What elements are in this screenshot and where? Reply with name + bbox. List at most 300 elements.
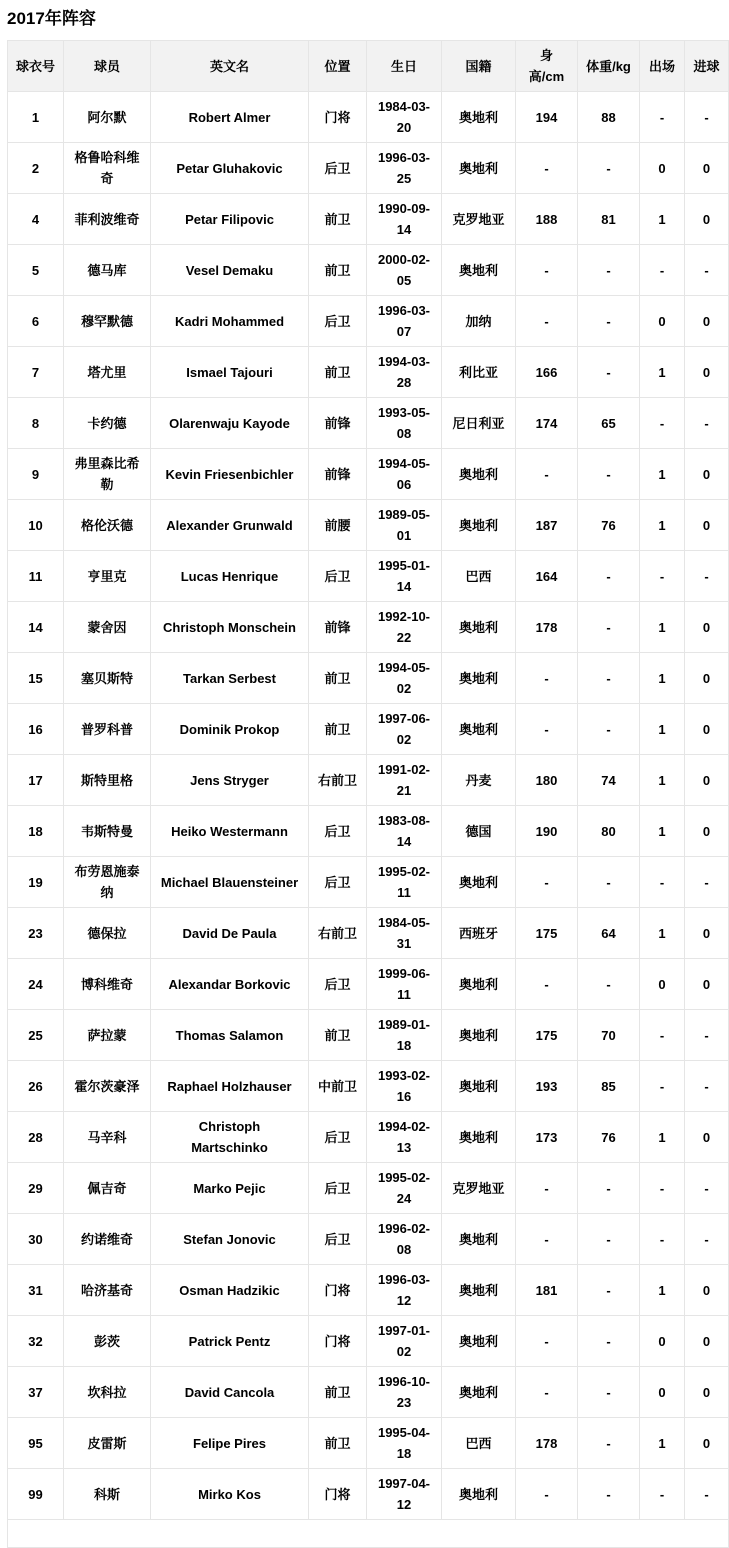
cell-player-name-en: Osman Hadzikic [151, 1265, 309, 1316]
cell-position: 前卫 [309, 704, 367, 755]
cell-appearances: 0 [640, 959, 685, 1010]
cell-appearances: - [640, 245, 685, 296]
cell-weight-kg: - [578, 1367, 640, 1418]
cell-nationality: 克罗地亚 [442, 194, 516, 245]
table-row [8, 347, 729, 398]
cell-jersey-number: 26 [8, 1061, 64, 1112]
cell-appearances: 1 [640, 1265, 685, 1316]
cell-player-name-en: Jens Stryger [151, 755, 309, 806]
empty-row [8, 1520, 729, 1548]
cell-goals: - [685, 245, 729, 296]
cell-height-cm: 164 [516, 551, 578, 602]
cell-goals: 0 [685, 143, 729, 194]
cell-jersey-number: 25 [8, 1010, 64, 1061]
cell-weight-kg: - [578, 704, 640, 755]
cell-player-name-cn: 斯特里格 [64, 755, 151, 806]
cell-player-name-cn: 菲利波维奇 [64, 194, 151, 245]
table-row [8, 194, 729, 245]
column-header-goals: 进球 [685, 41, 729, 92]
cell-appearances: 1 [640, 653, 685, 704]
cell-position: 门将 [309, 1469, 367, 1520]
cell-jersey-number: 15 [8, 653, 64, 704]
cell-position: 前卫 [309, 245, 367, 296]
cell-player-name-en: Lucas Henrique [151, 551, 309, 602]
cell-birthday: 1995-01-14 [367, 551, 442, 602]
cell-player-name-en: Patrick Pentz [151, 1316, 309, 1367]
squad-table [7, 40, 729, 1548]
cell-nationality: 奥地利 [442, 1112, 516, 1163]
cell-goals: 0 [685, 806, 729, 857]
cell-jersey-number: 19 [8, 857, 64, 908]
cell-player-name-en: David De Paula [151, 908, 309, 959]
cell-nationality: 奥地利 [442, 245, 516, 296]
cell-weight-kg: - [578, 245, 640, 296]
cell-player-name-cn: 马辛科 [64, 1112, 151, 1163]
cell-jersey-number: 8 [8, 398, 64, 449]
cell-goals: 0 [685, 602, 729, 653]
cell-weight-kg: - [578, 347, 640, 398]
cell-nationality: 奥地利 [442, 1316, 516, 1367]
cell-birthday: 1983-08-14 [367, 806, 442, 857]
cell-jersey-number: 31 [8, 1265, 64, 1316]
table-row [8, 1010, 729, 1061]
cell-player-name-en: Raphael Holzhauser [151, 1061, 309, 1112]
cell-birthday: 1996-03-25 [367, 143, 442, 194]
cell-birthday: 1997-06-02 [367, 704, 442, 755]
cell-height-cm: - [516, 1214, 578, 1265]
cell-birthday: 1999-06-11 [367, 959, 442, 1010]
cell-position: 前卫 [309, 347, 367, 398]
cell-weight-kg: 70 [578, 1010, 640, 1061]
cell-player-name-cn: 卡约德 [64, 398, 151, 449]
cell-nationality: 奥地利 [442, 959, 516, 1010]
cell-goals: 0 [685, 1316, 729, 1367]
cell-appearances: - [640, 1061, 685, 1112]
cell-nationality: 德国 [442, 806, 516, 857]
cell-player-name-en: Kevin Friesenbichler [151, 449, 309, 500]
cell-player-name-en: Mirko Kos [151, 1469, 309, 1520]
cell-jersey-number: 9 [8, 449, 64, 500]
cell-player-name-en: Alexandar Borkovic [151, 959, 309, 1010]
cell-player-name-en: Felipe Pires [151, 1418, 309, 1469]
cell-player-name-cn: 坎科拉 [64, 1367, 151, 1418]
cell-goals: - [685, 551, 729, 602]
cell-nationality: 尼日利亚 [442, 398, 516, 449]
cell-player-name-cn: 德马库 [64, 245, 151, 296]
table-row [8, 551, 729, 602]
cell-goals: 0 [685, 1112, 729, 1163]
column-header-nationality: 国籍 [442, 41, 516, 92]
cell-appearances: 1 [640, 500, 685, 551]
cell-appearances: 0 [640, 296, 685, 347]
cell-player-name-en: David Cancola [151, 1367, 309, 1418]
cell-player-name-cn: 约诺维奇 [64, 1214, 151, 1265]
cell-player-name-cn: 布劳恩施泰纳 [64, 857, 151, 908]
cell-birthday: 1994-05-06 [367, 449, 442, 500]
table-row [8, 908, 729, 959]
cell-appearances: 1 [640, 1418, 685, 1469]
cell-appearances: - [640, 1469, 685, 1520]
cell-height-cm: - [516, 296, 578, 347]
cell-nationality: 奥地利 [442, 449, 516, 500]
cell-player-name-cn: 萨拉蒙 [64, 1010, 151, 1061]
cell-jersey-number: 24 [8, 959, 64, 1010]
cell-jersey-number: 11 [8, 551, 64, 602]
cell-nationality: 奥地利 [442, 653, 516, 704]
table-row [8, 500, 729, 551]
cell-height-cm: 194 [516, 92, 578, 143]
cell-position: 前锋 [309, 398, 367, 449]
cell-appearances: 1 [640, 194, 685, 245]
cell-goals: - [685, 398, 729, 449]
cell-jersey-number: 30 [8, 1214, 64, 1265]
cell-weight-kg: - [578, 143, 640, 194]
cell-player-name-en: Ismael Tajouri [151, 347, 309, 398]
cell-weight-kg: - [578, 1469, 640, 1520]
cell-weight-kg: - [578, 449, 640, 500]
cell-birthday: 1996-10-23 [367, 1367, 442, 1418]
cell-birthday: 1994-02-13 [367, 1112, 442, 1163]
cell-birthday: 1984-03-20 [367, 92, 442, 143]
cell-weight-kg: - [578, 1163, 640, 1214]
table-row [8, 1265, 729, 1316]
column-header-height-cm: 身高/cm [516, 41, 578, 92]
cell-birthday: 1989-05-01 [367, 500, 442, 551]
cell-player-name-en: Alexander Grunwald [151, 500, 309, 551]
cell-birthday: 1991-02-21 [367, 755, 442, 806]
cell-jersey-number: 10 [8, 500, 64, 551]
cell-jersey-number: 23 [8, 908, 64, 959]
cell-birthday: 1995-04-18 [367, 1418, 442, 1469]
cell-goals: 0 [685, 653, 729, 704]
cell-player-name-cn: 博科维奇 [64, 959, 151, 1010]
cell-goals: - [685, 92, 729, 143]
cell-position: 前卫 [309, 194, 367, 245]
cell-height-cm: - [516, 653, 578, 704]
cell-player-name-en: Dominik Prokop [151, 704, 309, 755]
cell-goals: 0 [685, 704, 729, 755]
cell-nationality: 奥地利 [442, 857, 516, 908]
cell-player-name-en: Robert Almer [151, 92, 309, 143]
cell-weight-kg: - [578, 1316, 640, 1367]
cell-nationality: 奥地利 [442, 1265, 516, 1316]
cell-weight-kg: - [578, 602, 640, 653]
cell-birthday: 1995-02-11 [367, 857, 442, 908]
column-header-jersey-number: 球衣号 [8, 41, 64, 92]
table-row [8, 296, 729, 347]
cell-position: 前腰 [309, 500, 367, 551]
cell-goals: 0 [685, 908, 729, 959]
cell-birthday: 1995-02-24 [367, 1163, 442, 1214]
cell-jersey-number: 5 [8, 245, 64, 296]
cell-player-name-en: Christoph Martschinko [151, 1112, 309, 1163]
cell-height-cm: - [516, 704, 578, 755]
cell-appearances: 1 [640, 806, 685, 857]
cell-birthday: 1994-05-02 [367, 653, 442, 704]
cell-appearances: 1 [640, 755, 685, 806]
cell-position: 右前卫 [309, 755, 367, 806]
cell-height-cm: 175 [516, 1010, 578, 1061]
cell-height-cm: 174 [516, 398, 578, 449]
table-row [8, 449, 729, 500]
cell-position: 门将 [309, 1316, 367, 1367]
cell-player-name-cn: 蒙舍因 [64, 602, 151, 653]
table-row [8, 1163, 729, 1214]
cell-height-cm: - [516, 1469, 578, 1520]
cell-goals: - [685, 857, 729, 908]
column-header-player-name-en: 英文名 [151, 41, 309, 92]
cell-player-name-cn: 佩吉奇 [64, 1163, 151, 1214]
cell-player-name-en: Michael Blauensteiner [151, 857, 309, 908]
cell-height-cm: - [516, 1316, 578, 1367]
table-row [8, 245, 729, 296]
cell-height-cm: - [516, 449, 578, 500]
cell-position: 前卫 [309, 1418, 367, 1469]
cell-goals: 0 [685, 347, 729, 398]
cell-position: 后卫 [309, 1112, 367, 1163]
cell-appearances: 0 [640, 143, 685, 194]
cell-height-cm: 190 [516, 806, 578, 857]
cell-height-cm: 175 [516, 908, 578, 959]
cell-goals: 0 [685, 194, 729, 245]
cell-weight-kg: - [578, 1214, 640, 1265]
cell-appearances: 1 [640, 449, 685, 500]
cell-player-name-en: Heiko Westermann [151, 806, 309, 857]
cell-player-name-cn: 皮雷斯 [64, 1418, 151, 1469]
cell-birthday: 2000-02-05 [367, 245, 442, 296]
cell-player-name-cn: 格鲁哈科维奇 [64, 143, 151, 194]
cell-jersey-number: 18 [8, 806, 64, 857]
cell-player-name-en: Petar Filipovic [151, 194, 309, 245]
cell-player-name-en: Stefan Jonovic [151, 1214, 309, 1265]
cell-jersey-number: 95 [8, 1418, 64, 1469]
cell-goals: - [685, 1469, 729, 1520]
cell-goals: 0 [685, 1418, 729, 1469]
table-row [8, 1469, 729, 1520]
cell-player-name-cn: 韦斯特曼 [64, 806, 151, 857]
cell-player-name-cn: 塞贝斯特 [64, 653, 151, 704]
cell-birthday: 1996-02-08 [367, 1214, 442, 1265]
cell-height-cm: 173 [516, 1112, 578, 1163]
table-row [8, 704, 729, 755]
cell-birthday: 1992-10-22 [367, 602, 442, 653]
cell-appearances: - [640, 1010, 685, 1061]
cell-jersey-number: 2 [8, 143, 64, 194]
cell-position: 后卫 [309, 1214, 367, 1265]
empty-cell [8, 1520, 729, 1548]
cell-weight-kg: - [578, 551, 640, 602]
cell-jersey-number: 32 [8, 1316, 64, 1367]
cell-height-cm: 181 [516, 1265, 578, 1316]
cell-player-name-en: Tarkan Serbest [151, 653, 309, 704]
cell-player-name-en: Marko Pejic [151, 1163, 309, 1214]
cell-appearances: 1 [640, 704, 685, 755]
cell-birthday: 1990-09-14 [367, 194, 442, 245]
cell-player-name-en: Vesel Demaku [151, 245, 309, 296]
table-row [8, 1418, 729, 1469]
cell-weight-kg: - [578, 959, 640, 1010]
cell-height-cm: - [516, 143, 578, 194]
cell-position: 后卫 [309, 857, 367, 908]
cell-player-name-cn: 亨里克 [64, 551, 151, 602]
cell-position: 前卫 [309, 1367, 367, 1418]
cell-weight-kg: 80 [578, 806, 640, 857]
cell-height-cm: 178 [516, 602, 578, 653]
column-header-weight-kg: 体重/kg [578, 41, 640, 92]
cell-player-name-cn: 霍尔茨豪泽 [64, 1061, 151, 1112]
cell-birthday: 1993-05-08 [367, 398, 442, 449]
cell-position: 后卫 [309, 806, 367, 857]
cell-position: 门将 [309, 1265, 367, 1316]
table-row [8, 857, 729, 908]
cell-birthday: 1996-03-07 [367, 296, 442, 347]
cell-birthday: 1989-01-18 [367, 1010, 442, 1061]
cell-birthday: 1994-03-28 [367, 347, 442, 398]
cell-nationality: 奥地利 [442, 500, 516, 551]
cell-goals: 0 [685, 296, 729, 347]
cell-player-name-en: Kadri Mohammed [151, 296, 309, 347]
cell-weight-kg: - [578, 1418, 640, 1469]
cell-player-name-cn: 德保拉 [64, 908, 151, 959]
cell-jersey-number: 16 [8, 704, 64, 755]
cell-jersey-number: 37 [8, 1367, 64, 1418]
cell-position: 后卫 [309, 296, 367, 347]
cell-appearances: 0 [640, 1367, 685, 1418]
cell-weight-kg: 76 [578, 1112, 640, 1163]
header-row [8, 41, 729, 92]
table-row [8, 1367, 729, 1418]
table-header [8, 41, 729, 92]
cell-nationality: 西班牙 [442, 908, 516, 959]
cell-appearances: - [640, 1163, 685, 1214]
table-row [8, 1112, 729, 1163]
cell-jersey-number: 4 [8, 194, 64, 245]
cell-appearances: - [640, 551, 685, 602]
cell-jersey-number: 6 [8, 296, 64, 347]
cell-player-name-cn: 弗里森比希勒 [64, 449, 151, 500]
cell-height-cm: 193 [516, 1061, 578, 1112]
cell-birthday: 1984-05-31 [367, 908, 442, 959]
cell-player-name-cn: 哈济基奇 [64, 1265, 151, 1316]
cell-height-cm: 187 [516, 500, 578, 551]
cell-position: 门将 [309, 92, 367, 143]
cell-goals: 0 [685, 1367, 729, 1418]
cell-jersey-number: 28 [8, 1112, 64, 1163]
cell-position: 中前卫 [309, 1061, 367, 1112]
cell-appearances: 1 [640, 908, 685, 959]
table-row [8, 1316, 729, 1367]
cell-jersey-number: 99 [8, 1469, 64, 1520]
cell-birthday: 1993-02-16 [367, 1061, 442, 1112]
cell-position: 后卫 [309, 959, 367, 1010]
cell-goals: - [685, 1061, 729, 1112]
cell-appearances: 1 [640, 602, 685, 653]
cell-weight-kg: 81 [578, 194, 640, 245]
cell-jersey-number: 1 [8, 92, 64, 143]
cell-player-name-en: Thomas Salamon [151, 1010, 309, 1061]
cell-appearances: - [640, 857, 685, 908]
cell-weight-kg: - [578, 857, 640, 908]
cell-position: 前卫 [309, 653, 367, 704]
cell-goals: 0 [685, 755, 729, 806]
cell-appearances: - [640, 398, 685, 449]
cell-player-name-en: Petar Gluhakovic [151, 143, 309, 194]
cell-weight-kg: 64 [578, 908, 640, 959]
cell-goals: 0 [685, 500, 729, 551]
table-row [8, 806, 729, 857]
cell-nationality: 巴西 [442, 1418, 516, 1469]
cell-birthday: 1997-04-12 [367, 1469, 442, 1520]
cell-height-cm: 188 [516, 194, 578, 245]
cell-weight-kg: 65 [578, 398, 640, 449]
cell-goals: 0 [685, 449, 729, 500]
cell-nationality: 奥地利 [442, 92, 516, 143]
cell-nationality: 奥地利 [442, 1214, 516, 1265]
table-row [8, 92, 729, 143]
page-title: 2017年阵容 [7, 9, 96, 28]
cell-goals: 0 [685, 959, 729, 1010]
cell-jersey-number: 7 [8, 347, 64, 398]
cell-height-cm: - [516, 1163, 578, 1214]
cell-appearances: 1 [640, 347, 685, 398]
cell-player-name-en: Olarenwaju Kayode [151, 398, 309, 449]
cell-player-name-cn: 普罗科普 [64, 704, 151, 755]
cell-nationality: 奥地利 [442, 1010, 516, 1061]
cell-weight-kg: - [578, 1265, 640, 1316]
cell-player-name-cn: 塔尤里 [64, 347, 151, 398]
table-row [8, 653, 729, 704]
cell-nationality: 奥地利 [442, 1367, 516, 1418]
table-body [8, 92, 729, 1520]
cell-height-cm: 180 [516, 755, 578, 806]
cell-height-cm: 166 [516, 347, 578, 398]
cell-player-name-cn: 科斯 [64, 1469, 151, 1520]
cell-position: 后卫 [309, 143, 367, 194]
cell-height-cm: - [516, 857, 578, 908]
cell-nationality: 奥地利 [442, 1061, 516, 1112]
cell-player-name-cn: 格伦沃德 [64, 500, 151, 551]
cell-nationality: 巴西 [442, 551, 516, 602]
column-header-birthday: 生日 [367, 41, 442, 92]
table-row [8, 1061, 729, 1112]
cell-weight-kg: 85 [578, 1061, 640, 1112]
cell-jersey-number: 14 [8, 602, 64, 653]
cell-height-cm: - [516, 1367, 578, 1418]
cell-nationality: 克罗地亚 [442, 1163, 516, 1214]
cell-goals: 0 [685, 1265, 729, 1316]
table-row [8, 1214, 729, 1265]
cell-weight-kg: - [578, 653, 640, 704]
table-row [8, 143, 729, 194]
cell-nationality: 奥地利 [442, 704, 516, 755]
cell-jersey-number: 29 [8, 1163, 64, 1214]
table-row [8, 755, 729, 806]
cell-goals: - [685, 1214, 729, 1265]
cell-height-cm: - [516, 245, 578, 296]
cell-nationality: 奥地利 [442, 602, 516, 653]
cell-goals: - [685, 1010, 729, 1061]
cell-position: 前锋 [309, 602, 367, 653]
cell-position: 右前卫 [309, 908, 367, 959]
cell-height-cm: 178 [516, 1418, 578, 1469]
cell-nationality: 丹麦 [442, 755, 516, 806]
cell-jersey-number: 17 [8, 755, 64, 806]
cell-player-name-cn: 阿尔默 [64, 92, 151, 143]
cell-position: 后卫 [309, 551, 367, 602]
cell-appearances: 1 [640, 1112, 685, 1163]
cell-appearances: 0 [640, 1316, 685, 1367]
cell-birthday: 1996-03-12 [367, 1265, 442, 1316]
